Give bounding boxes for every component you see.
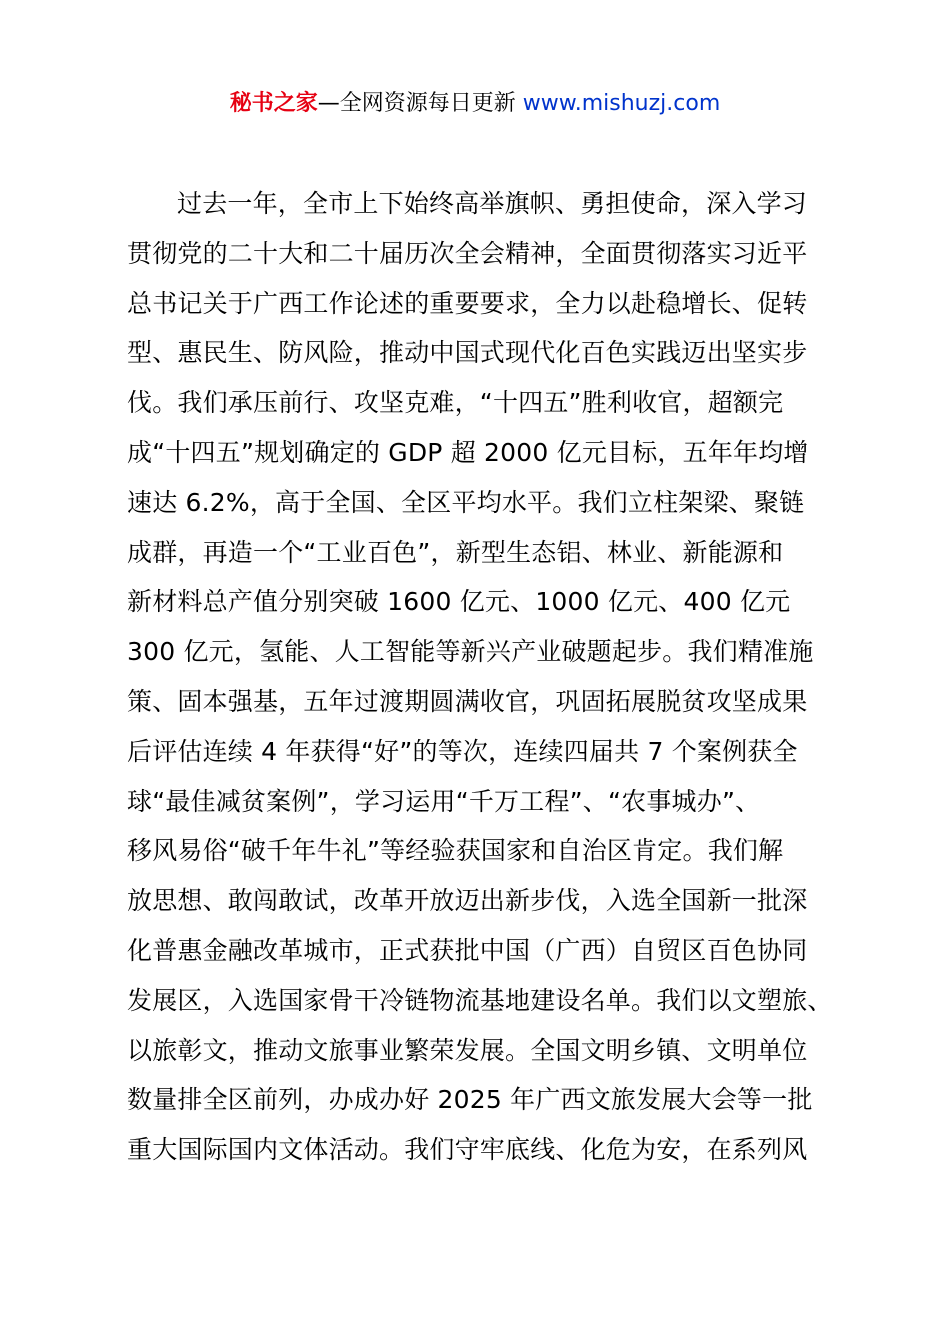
text-line: 数量排全区前列，办成办好 2025 年广西文旅发展大会等一批 [127,1085,813,1115]
text-line: 后评估连续 4 年获得“好”的等次，连续四届共 7 个案例获全 [127,736,798,766]
text-line: 策、固本强基，五年过渡期圆满收官，巩固拓展脱贫攻坚成果 [127,686,808,716]
site-url-link[interactable]: www.mishuzj.com [522,91,721,116]
text-line: 速达 6.2%，高于全国、全区平均水平。我们立柱架梁、聚链 [127,487,805,517]
text-line: 新材料总产值分别突破 1600 亿元、1000 亿元、400 亿元 [127,587,791,617]
text-line: 过去一年，全市上下始终高举旗帜、勇担使命，深入学习 [177,189,808,218]
text-line: 伐。我们承压前行、攻坚克难，“十四五”胜利收官，超额完 [127,388,784,418]
text-line: 以旅彰文，推动文旅事业繁荣发展。全国文明乡镇、文明单位 [127,1035,808,1065]
body-paragraph [127,186,847,1182]
brand-name: 秘书之家 [229,91,318,116]
text-line: 成“十四五”规划确定的 GDP 超 2000 亿元目标，五年年均增 [127,437,809,467]
text-line: 型、惠民生、防风险，推动中国式现代化百色实践迈出坚实步 [127,338,808,368]
text-line: 300 亿元，氢能、人工智能等新兴产业破题起步。我们精准施 [127,637,814,667]
site-header [0,88,950,120]
text-line: 发展区，入选国家骨干冷链物流基地建设名单。我们以文塑旅、 [127,985,833,1015]
text-line: 总书记关于广西工作论述的重要要求，全力以赴稳增长、促转 [127,288,808,318]
text-line: 重大国际国内文体活动。我们守牢底线、化危为安，在系列风 [127,1135,808,1165]
header-tagline: —全网资源每日更新 [317,91,523,116]
text-line: 化普惠金融改革城市，正式获批中国（广西）自贸区百色协同 [127,935,808,965]
text-line: 放思想、敢闯敢试，改革开放迈出新步伐，入选全国新一批深 [127,886,808,916]
text-line: 贯彻党的二十大和二十届历次全会精神，全面贯彻落实习近平 [127,238,808,268]
text-line: 球“最佳减贫案例”，学习运用“千万工程”、“农事城办”、 [127,786,761,816]
text-line: 移风易俗“破千年牛礼”等经验获国家和自治区肯定。我们解 [127,836,784,866]
text-line: 成群，再造一个“工业百色”，新型生态铝、林业、新能源和 [127,537,784,567]
